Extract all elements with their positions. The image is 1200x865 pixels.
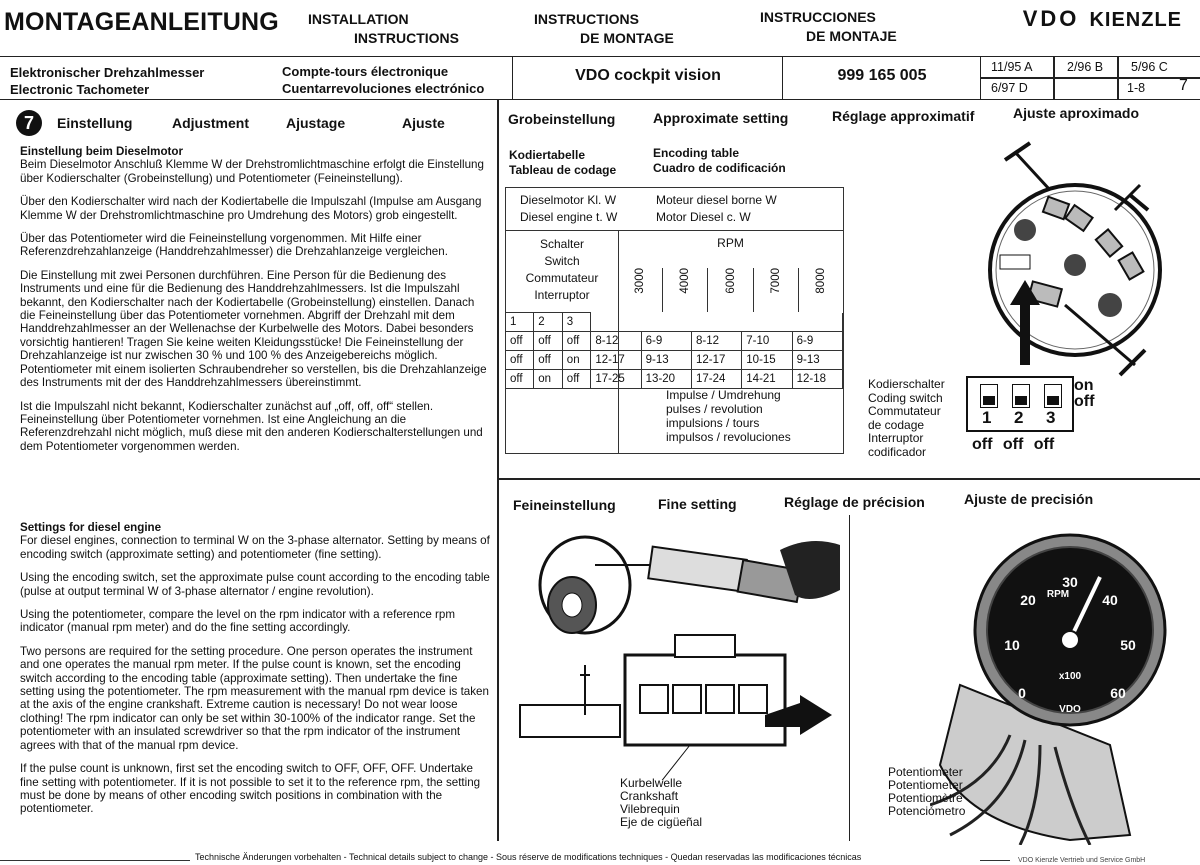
info-bar	[0, 56, 1200, 100]
table-row	[506, 351, 843, 370]
engine-type-fr-es	[656, 192, 777, 226]
de-paragraph-3: Über das Potentiometer wird die Feineinstellung vorgenommen. Mit Hilfe einer Referenzdrehzahlanzeige (Handdrehzahlmesser) die Drehzahlanzeige vergleichen.	[20, 232, 448, 259]
rpm-col-8000: 8000	[814, 268, 827, 294]
cell: 8-12	[691, 332, 741, 351]
heading-ajuste: Ajuste	[402, 115, 445, 131]
header-installation	[308, 10, 459, 48]
en-paragraph-2: Using the encoding switch, set the approximate pulse count according to the encoding table (pulse at output terminal W of 3-phase alternator / engine revolution).	[20, 571, 490, 598]
engine-en: Diesel engine t. W	[520, 210, 618, 224]
en-paragraph-1: For diesel engines, connection to terminal W on the 3-phase alternator. Setting by means of encoding switch (approximate setting) and potentiometer (fine setting).	[20, 534, 490, 561]
dip-switch-3	[1044, 384, 1062, 408]
cell: 12-17	[691, 351, 741, 370]
crankshaft-illustration	[510, 515, 840, 780]
en-paragraph-4: Two persons are required for the setting procedure. One person operates the instrument and one operates the manual rpm meter. If the pulse count is known, set the encoding switch according to the encoding table (approximate setting). Then undertake the fine setting using the potentiometer. The rpm measurement with the manual rpm device is taken at the axis of the engine crankshaft. Extreme caution is necessary! Do not wear loose clothing! The rpm indicator can only be set within 30-100% of the indicator range. Set the potentiometer with an insulated screwdriver so that the rpm indicator of the instrument agrees with that of the manual rpm device.	[20, 644, 489, 752]
dip-num-1: 1	[982, 408, 992, 427]
pot-es: Potenciómetro	[888, 804, 966, 818]
heading-reglage-approximatif: Réglage approximatif	[832, 108, 975, 124]
table-title-es: Cuadro de codificación	[653, 161, 786, 175]
pulses-fr: impulsions / tours	[666, 416, 760, 430]
on-off-legend	[1074, 378, 1094, 410]
encoding-values-table	[505, 312, 843, 389]
rpm-columns	[618, 268, 843, 312]
rpm-col-7000: 7000	[769, 268, 782, 294]
cell: off	[506, 370, 534, 389]
cell: 6-9	[641, 332, 691, 351]
document-title: MONTAGEANLEITUNG	[4, 8, 279, 36]
page-range: 1-8	[1127, 81, 1146, 95]
pulses-de: Impulse / Umdrehung	[666, 388, 781, 402]
engine-type-de-en	[520, 192, 617, 226]
table-title-en-es	[653, 146, 786, 176]
crank-de: Kurbelwelle	[620, 776, 683, 790]
de-paragraph-5: Ist die Impulszahl nicht bekannt, Kodierschalter zunächst auf „off, off, off“ stellen. Feineinstellung über Potentiometer vornehmen. Ist eine Angleichung an die Referenzdrehzahl nicht möglich, muß diese mit den anderen Kodierschalterstellungen und dem Potentiometer vorgenommen werden.	[20, 399, 483, 453]
dip-switch-1	[980, 384, 998, 408]
cell: off	[534, 351, 563, 370]
section-divider	[497, 478, 1200, 480]
dip-switch-2	[1012, 384, 1030, 408]
table-title-fr: Tableau de codage	[509, 163, 617, 177]
cell: on	[562, 351, 591, 370]
coding-fr-1: Commutateur	[868, 404, 941, 418]
table-row	[506, 332, 843, 351]
cell: off	[562, 332, 591, 351]
brand-logo	[1023, 6, 1182, 32]
cell: off	[562, 370, 591, 389]
revision-b: 2/96 B	[1067, 60, 1104, 74]
switch-de: Schalter	[539, 237, 585, 251]
heading-fine-setting: Fine setting	[658, 496, 737, 512]
cell: 7-10	[742, 332, 792, 351]
brand-kienzle: KIENZLE	[1089, 9, 1182, 31]
rpm-col-6000: 6000	[724, 268, 737, 294]
coding-switch-label	[868, 378, 945, 459]
heading-ajuste-precision: Ajuste de precisión	[964, 491, 1094, 507]
column-divider	[497, 99, 499, 841]
coding-en: Coding switch	[868, 390, 943, 405]
en-section-title: Settings for diesel engine	[20, 521, 162, 534]
revision-grid	[980, 57, 1200, 99]
step-number-badge: 7	[16, 110, 42, 136]
part-number: 999 165 005	[837, 67, 927, 84]
switch-col-3: 3	[562, 313, 591, 332]
table-title-de-fr	[509, 148, 616, 178]
revision-c: 5/96 C	[1131, 60, 1168, 74]
potentiometer-label	[888, 766, 965, 818]
de-section-title: Einstellung beim Dieselmotor	[20, 145, 183, 158]
product-name-fr: Compte-tours électronique	[282, 64, 449, 79]
cell: 13-20	[641, 370, 691, 389]
cell: 6-9	[792, 332, 842, 351]
header-fr-line2: DE MONTAGE	[580, 30, 674, 46]
heading-ajustage: Ajustage	[286, 115, 346, 131]
de-paragraph-2: Über den Kodierschalter wird nach der Kodiertabelle die Impulszahl (Impulse am Ausgang Klemme W der Drehstromlichtmaschine pro Umdrehung des Motors) grob eingestellt.	[20, 195, 482, 222]
en-paragraph-5: If the pulse count is unknown, first set the encoding switch to OFF, OFF, OFF. Undertake fine setting with potentiometer. If it is not possible to set it to the reference rpm, the setting must be done by means of other encoding switch positions in combination with the potentiometer.	[20, 762, 481, 816]
table-title-en: Encoding table	[653, 146, 740, 160]
cell: off	[534, 332, 563, 351]
heading-reglage-precision: Réglage de précision	[784, 494, 925, 510]
rpm-header: RPM	[717, 236, 744, 250]
fine-divider	[849, 515, 850, 841]
cell: 17-25	[591, 370, 641, 389]
engine-fr: Moteur diesel borne W	[656, 193, 777, 207]
part-number-cell	[782, 57, 981, 99]
crank-en: Crankshaft	[620, 789, 679, 803]
gauge-label-60: 60	[1110, 685, 1126, 701]
table-row	[506, 313, 843, 332]
header-es-line1: INSTRUCCIONES	[760, 9, 876, 25]
rpm-col-4000: 4000	[679, 268, 692, 294]
heading-einstellung: Einstellung	[57, 115, 133, 131]
gauge-label-50: 50	[1120, 637, 1136, 653]
dip-num-2: 2	[1014, 408, 1024, 427]
cell: on	[534, 370, 563, 389]
switch-header	[506, 236, 618, 304]
switch-fr: Commutateur	[525, 271, 599, 285]
header-instrucciones	[760, 8, 897, 46]
rpm-spacer	[591, 313, 641, 332]
engine-es: Motor Diesel c. W	[656, 210, 751, 224]
revision-a: 11/95 A	[991, 60, 1033, 74]
pulses-es: impulsos / revoluciones	[666, 430, 791, 444]
pot-en: Potentiometer	[888, 778, 963, 792]
header-fr-line1: INSTRUCTIONS	[534, 11, 639, 27]
cell: 12-17	[591, 351, 641, 370]
switch-housing-illustration	[980, 140, 1180, 390]
product-name-es: Cuentarrevoluciones electrónico	[282, 81, 485, 96]
cell: off	[506, 332, 534, 351]
footer-company: VDO Kienzle Vertrieb und Service GmbH	[1018, 857, 1146, 864]
dip-off-labels: off off off	[972, 436, 1055, 453]
cell: 12-18	[792, 370, 842, 389]
footer-rule-right	[980, 860, 1010, 861]
product-name-en: Electronic Tachometer	[10, 82, 150, 97]
dip-num-3: 3	[1046, 408, 1056, 427]
rpm-col-3000: 3000	[634, 268, 647, 294]
table-title-de: Kodiertabelle	[509, 148, 586, 162]
heading-ajuste-aproximado: Ajuste aproximado	[1013, 105, 1140, 121]
de-paragraph-1: Beim Dieselmotor Anschluß Klemme W der Drehstromlichtmaschine erfolgt die Einstellung über Kodierschalter (Grobeinstellung) und Potentiometer (Feineinstellung).	[20, 158, 484, 185]
cell: 10-15	[742, 351, 792, 370]
header-instructions	[534, 10, 674, 48]
heading-feineinstellung: Feineinstellung	[513, 497, 616, 513]
cell: 9-13	[792, 351, 842, 370]
switch-col-1: 1	[506, 313, 534, 332]
heading-grobeinstellung: Grobeinstellung	[508, 111, 616, 127]
coding-es-1: Interruptor	[868, 431, 924, 445]
crank-fr: Vilebrequin	[620, 802, 680, 816]
header-en-line1: INSTALLATION	[308, 11, 409, 27]
gauge-label-30: 30	[1062, 574, 1078, 590]
gauge-rpm: RPM	[1046, 589, 1070, 600]
switch-col-2: 2	[534, 313, 563, 332]
legend-off: off	[1074, 393, 1095, 410]
product-name-de: Elektronischer Drehzahlmesser	[10, 65, 205, 80]
product-name-de-en	[10, 64, 204, 98]
en-paragraph-3: Using the potentiometer, compare the level on the rpm indicator with a reference rpm indicator (manual rpm meter) and do the fine setting accordingly.	[20, 608, 455, 635]
encoding-table	[505, 187, 844, 454]
gauge-label-20: 20	[1020, 592, 1036, 608]
heading-approximate-setting: Approximate setting	[653, 110, 789, 126]
gauge-label-40: 40	[1102, 592, 1118, 608]
engine-de: Dieselmotor Kl. W	[520, 193, 617, 207]
product-line-cell	[512, 57, 783, 99]
header-es-line2: DE MONTAJE	[806, 28, 897, 44]
switch-en: Switch	[544, 254, 580, 268]
product-line: VDO cockpit vision	[575, 67, 721, 84]
gauge-label-0: 0	[1018, 685, 1026, 701]
heading-adjustment: Adjustment	[172, 115, 249, 131]
coding-fr-2: de codage	[868, 417, 925, 432]
page-number: 7	[1179, 77, 1188, 94]
cell: 8-12	[591, 332, 641, 351]
revision-d: 6/97 D	[991, 81, 1028, 95]
footer-disclaimer: Technische Änderungen vorbehalten - Technical details subject to change - Sous réserve de modifications techniques - Quedan reservadas las modificaciones técnicas	[195, 852, 862, 862]
gauge-label-10: 10	[1004, 637, 1020, 653]
pot-de: Potentiometer	[888, 765, 963, 779]
gauge-brand: VDO	[1059, 704, 1081, 715]
brand-vdo: VDO	[1022, 6, 1080, 31]
coding-es-2: codificador	[868, 444, 927, 459]
english-instructions	[20, 521, 492, 826]
cell: 17-24	[691, 370, 741, 389]
crank-es: Eje de cigüeñal	[620, 815, 703, 829]
product-name-fr-es	[282, 63, 484, 97]
pot-fr: Potentiomètre	[888, 791, 963, 805]
cell: 14-21	[742, 370, 792, 389]
dip-switch	[966, 376, 1074, 432]
switch-es: Interruptor	[534, 288, 590, 302]
cell: off	[506, 351, 534, 370]
footer-rule-left	[0, 860, 190, 861]
de-paragraph-4: Die Einstellung mit zwei Personen durchführen. Eine Person für die Bedienung des Instruments und eine für die Bedienung des Handdrehzahlmessers. Ist die Impulszahl bekannt, den Kodierschalter nach der Kodiertabelle (Grobeinstellung) einstellen. Danach die Feineinstellung über das Potentiometer vornehmen. Abgriff der Drehzahl mit dem Handdrehzahlmesser an der Wellenachse der Kurbelwelle des Motors. Dabei besonders vorsichtig hantieren! Tragen Sie keine weiten Kleidungsstücke! Die Feineinstellung der Drehzahlanzeige ist nur zwischen 30 % und 100 % des Anzeigebereichs möglich. Potentiometer mit einem isolierten Schraubendreher so verstellen, bis die Drehzahlanzeige des Instruments mit der des Handdrehzahlmessers übereinstimmt.	[20, 268, 487, 390]
legend-on: on	[1074, 377, 1094, 394]
german-instructions	[20, 145, 492, 463]
cell: 9-13	[641, 351, 691, 370]
pulses-en: pulses / revolution	[666, 402, 763, 416]
tachometer-illustration	[930, 515, 1200, 845]
pulses-label	[666, 388, 791, 444]
gauge-unit: x100	[1058, 671, 1082, 682]
coding-de: Kodierschalter	[868, 377, 945, 391]
crankshaft-label	[620, 777, 702, 829]
table-row	[506, 370, 843, 389]
header-en-line2: INSTRUCTIONS	[354, 30, 459, 46]
